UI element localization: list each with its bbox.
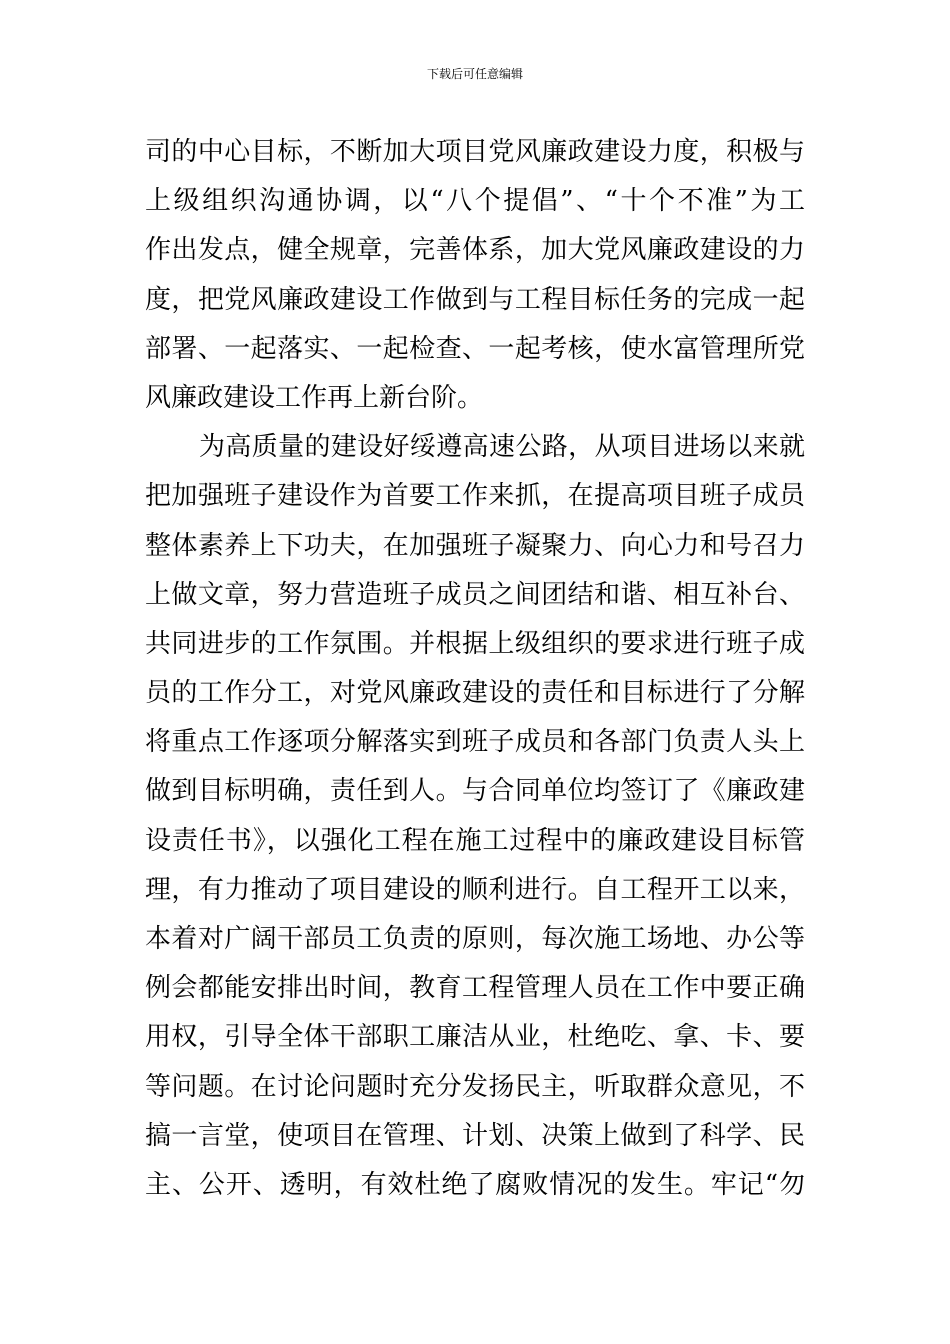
body-line: 度，把党风廉政建设工作做到与工程目标任务的完成一起 bbox=[145, 284, 805, 315]
body-line-paragraph-end: 风廉政建设工作再上新台阶。 bbox=[145, 382, 484, 413]
body-line: 做到目标明确，责任到人。与合同单位均签订了《廉政建 bbox=[145, 776, 805, 807]
body-line: 本着对广阔干部员工负责的原则，每次施工场地、办公等 bbox=[145, 924, 805, 954]
body-line: 部署、一起落实、一起检查、一起考核，使水富管理所党 bbox=[145, 333, 805, 364]
body-line: 例会都能安排出时间，教育工程管理人员在工作中要正确 bbox=[145, 973, 805, 1004]
page-header: 下载后可任意编辑 bbox=[426, 67, 523, 81]
body-line: 主、公开、透明，有效杜绝了腐败情况的发生。牢记“勿 bbox=[145, 1169, 805, 1200]
body-line: 整体素养上下功夫，在加强班子凝聚力、向心力和号召力 bbox=[145, 530, 805, 561]
body-line: 共同进步的工作氛围。并根据上级组织的要求进行班子成 bbox=[145, 628, 805, 659]
body-line: 上级组织沟通协调，以“八个提倡”、“十个不准”为工 bbox=[145, 186, 805, 217]
body-line: 设责任书》，以强化工程在施工过程中的廉政建设目标管 bbox=[145, 825, 805, 856]
body-line: 理，有力推动了项目建设的顺利进行。自工程开工以来， bbox=[145, 874, 805, 905]
body-line: 作出发点，健全规章，完善体系，加大党风廉政建设的力 bbox=[145, 235, 805, 266]
document-body bbox=[145, 128, 805, 1210]
body-line: 司的中心目标，不断加大项目党风廉政建设力度，积极与 bbox=[145, 137, 805, 167]
body-line-paragraph-start: 为高质量的建设好绥遵高速公路，从项目进场以来就 bbox=[199, 432, 805, 463]
body-line: 把加强班子建设作为首要工作来抓，在提高项目班子成员 bbox=[145, 481, 805, 512]
body-line: 搞一言堂，使项目在管理、计划、决策上做到了科学、民 bbox=[145, 1120, 805, 1151]
body-line: 将重点工作逐项分解落实到班子成员和各部门负责人头上 bbox=[145, 727, 805, 758]
body-line: 用权，引导全体干部职工廉洁从业，杜绝吃、拿、卡、要 bbox=[145, 1022, 805, 1053]
body-line: 等问题。在讨论问题时充分发扬民主，听取群众意见，不 bbox=[145, 1071, 805, 1102]
body-line: 员的工作分工，对党风廉政建设的责任和目标进行了分解 bbox=[145, 678, 805, 709]
body-line: 上做文章，努力营造班子成员之间团结和谐、相互补台、 bbox=[145, 579, 805, 610]
